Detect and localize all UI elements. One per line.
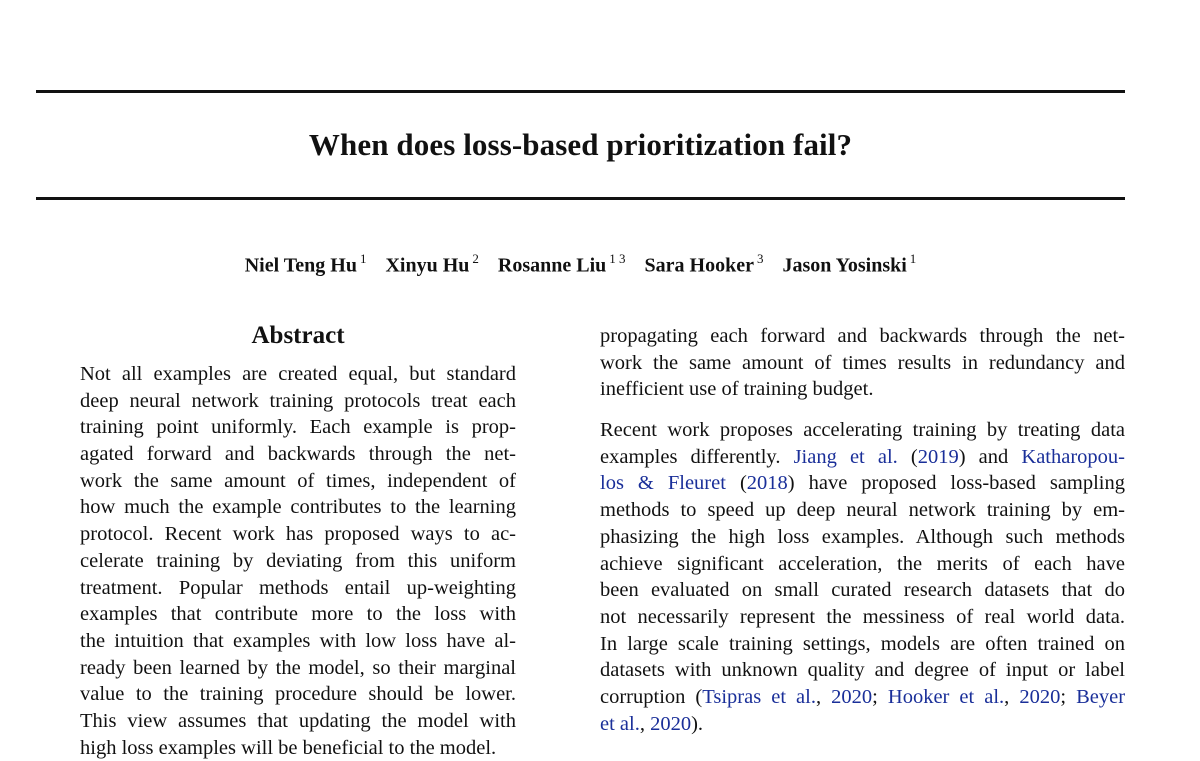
author-list <box>36 246 1125 280</box>
body-line: corruption (Tsipras et al., 2020; Hooker et al., 2020; Beyer <box>600 685 1126 708</box>
citation-link[interactable]: Tsipras et al. <box>702 685 816 708</box>
abstract-line: ready been learned by the model, so their marginal <box>80 656 516 679</box>
body-line: phasizing the high loss examples. Although such methods <box>600 525 1125 548</box>
abstract-line: value to the training procedure should be lower. <box>80 683 516 706</box>
author: Rosanne Liu $^{1 3}$ <box>497 251 626 277</box>
abstract-line: This view assumes that updating the model with <box>80 709 516 732</box>
body-line: propagating each forward and backwards through the net- <box>600 325 1125 347</box>
body-line: Recent work proposes accelerating training by treating data <box>600 419 1125 442</box>
citation-year-link[interactable]: 2020 <box>1019 685 1061 708</box>
body-line: examples differently. Jiang et al. (2019) and Katharopou- <box>600 445 1125 468</box>
body-line: not necessarily represent the messiness of real world data. <box>600 605 1125 628</box>
body-line: methods to speed up deep neural network training by em- <box>600 499 1125 522</box>
citation-year-link[interactable]: 2020 <box>831 685 873 708</box>
body-line: et al., 2020). <box>600 712 704 735</box>
paragraph-1 <box>600 323 1125 403</box>
title-bottom-rule <box>36 197 1125 200</box>
body-line: inefficient use of training budget. <box>600 378 874 401</box>
abstract-line: agated forward and backwards through the net- <box>80 443 516 466</box>
abstract-line: deep neural network training protocols treat each <box>80 389 516 412</box>
abstract-line: examples that contribute more to the loss with <box>80 603 516 626</box>
abstract-line: high loss examples will be beneficial to the model. <box>80 736 497 759</box>
body-line: work the same amount of times results in redundancy and <box>600 351 1125 374</box>
author: Sara Hooker $^3$ <box>644 251 764 277</box>
abstract-line: celerate training by deviating from this uniform <box>80 549 516 572</box>
body-line: datasets with unknown quality and degree of input or label <box>600 659 1125 682</box>
body-line: been evaluated on small curated research datasets that do <box>600 579 1125 602</box>
paper-title: When does loss-based prioritization fail? <box>308 127 853 162</box>
citation-year-link[interactable]: 2020 <box>650 712 692 735</box>
body-text <box>600 323 1125 737</box>
author: Xinyu Hu $^2$ <box>385 251 479 277</box>
abstract-line: Not all examples are created equal, but standard <box>80 363 516 385</box>
abstract-line: how much the example contributes to the learning <box>80 496 516 519</box>
paragraph-2 <box>600 417 1125 737</box>
abstract-text <box>80 361 516 761</box>
citation-year-link[interactable]: 2018 <box>746 472 788 495</box>
citation-link[interactable]: Hooker et al. <box>887 685 1005 708</box>
body-line: In large scale training settings, models are often trained on <box>600 632 1125 655</box>
abstract-line: protocol. Recent work has proposed ways to ac- <box>80 523 516 546</box>
abstract-line: the intuition that examples with low loss have al- <box>80 629 516 652</box>
citation-link[interactable]: et al. <box>600 712 640 735</box>
citation-link[interactable]: Beyer <box>1076 685 1126 708</box>
citation-link[interactable]: los & Fleuret <box>600 472 726 495</box>
author: Jason Yosinski $^1$ <box>782 251 917 277</box>
abstract-line: training point uniformly. Each example is prop- <box>80 416 516 439</box>
abstract-heading: Abstract <box>251 322 345 349</box>
abstract-line: treatment. Popular methods entail up-weighting <box>80 576 516 599</box>
body-line: achieve significant acceleration, the merits of each have <box>600 552 1125 575</box>
author: Niel Teng Hu $^1$ <box>244 251 367 277</box>
citation-link[interactable]: Katharopou- <box>1021 445 1125 468</box>
citation-year-link[interactable]: 2019 <box>917 445 959 468</box>
abstract-line: work the same amount of times, independent of <box>80 469 516 492</box>
title-top-rule <box>36 90 1125 93</box>
citation-link[interactable]: Jiang et al. <box>793 445 898 468</box>
body-line: los & Fleuret (2018) have proposed loss-based sampling <box>600 472 1126 495</box>
